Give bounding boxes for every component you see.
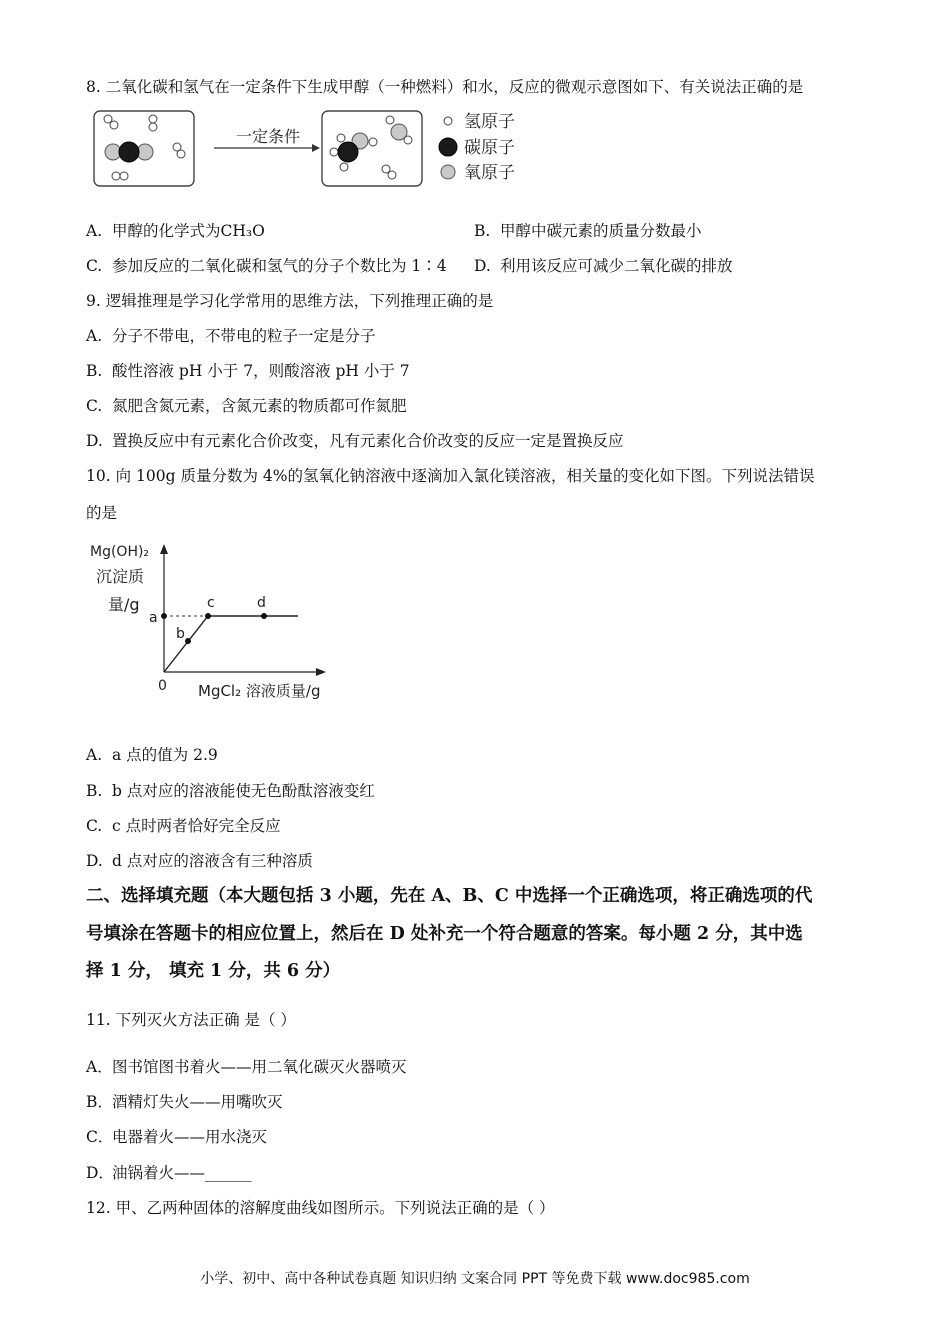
q10-stem-line2: 的是 [86,504,118,522]
legend-oxygen: 氧原子 [464,163,515,183]
y-axis-label-2: 沉淀质 [96,567,145,586]
hydrogen-atom [149,115,157,123]
carbon-atom [119,142,139,162]
section2-heading-line2: 号填涂在答题卡的相应位置上，然后在 D 处补充一个符合题意的答案。每小题 2 分，其中选 [86,924,803,944]
y-axis-arrow [160,544,168,554]
point-a [161,613,167,619]
hydrogen-atom [340,163,348,171]
legend-hydrogen: 氢原子 [464,112,515,132]
q8-stem: 8. 二氧化碳和氢气在一定条件下生成甲醇（一种燃料）和水，反应的微观示意图如下、有关说法正确的是 [86,78,804,96]
hydrogen-atom [330,148,338,156]
y-axis-label-1: Mg(OH)₂ [90,544,150,560]
label-b: b [176,626,185,642]
legend-carbon: 碳原子 [464,138,515,158]
q11-option-a: A．图书馆图书着火——用二氧化碳灭火器喷灭 [86,1058,407,1076]
q10-option-b: B. b 点对应的溶液能使无色酚酞溶液变红 [86,782,375,800]
hydrogen-atom [382,165,390,173]
hydrogen-atom [337,134,345,142]
q10-precipitate-graph [86,540,346,708]
page-footer[interactable]: 小学、初中、高中各种试卷真题 知识归纳 文案合同 PPT 等免费下载 www.doc985.com [200,1271,750,1287]
q10-option-c: C. c 点时两者恰好完全反应 [86,817,281,835]
origin-label: 0 [158,678,167,694]
hydrogen-atom [177,150,185,158]
hydrogen-atom [112,172,120,180]
arrow-label: 一定条件 [236,127,301,146]
x-axis-label: MgCl₂ 溶液质量/g [198,682,321,700]
precipitate-curve [164,616,298,672]
q10-option-d: D. d 点对应的溶液含有三种溶质 [86,852,313,870]
point-d [261,613,267,619]
hydrogen-atom [110,121,118,129]
q9-option-d: D. 置换反应中有元素化合价改变，凡有元素化合价改变的反应一定是置换反应 [86,432,624,450]
q8-reaction-diagram [86,106,536,192]
q8-option-d: D. 利用该反应可减少二氧化碳的排放 [474,257,733,275]
q10-stem-line1: 10. 向 100g 质量分数为 4%的氢氧化钠溶液中逐滴加入氯化镁溶液，相关量的变化如下图。下列说法错误 [86,467,815,485]
q11-option-d: D．油锅着火——______ [86,1164,252,1182]
label-d: d [257,595,266,611]
q10-option-a: A. a 点的值为 2.9 [86,746,218,764]
label-c: c [207,595,215,611]
carbon-atom [338,142,358,162]
legend-oxygen-icon [441,165,455,179]
q11-option-c: C．电器着火——用水浇灭 [86,1128,268,1146]
products-box [322,111,422,186]
point-b [185,638,191,644]
q9-option-a: A. 分子不带电，不带电的粒子一定是分子 [86,327,376,345]
q8-option-b: B. 甲醇中碳元素的质量分数最小 [474,222,702,240]
q8-option-c: C. 参加反应的二氧化碳和氢气的分子个数比为 1∶4 [86,257,447,275]
q11-option-b: B．酒精灯失火——用嘴吹灭 [86,1093,283,1111]
hydrogen-atom [388,171,396,179]
q9-stem: 9. 逻辑推理是学习化学常用的思维方法，下列推理正确的是 [86,292,494,310]
hydrogen-atom [369,138,377,146]
y-axis-label-3: 量/g [108,595,140,614]
section2-heading-line3: 择 1 分， 填充 1 分，共 6 分） [86,961,341,981]
q8-option-a: A. 甲醇的化学式为CH₃O [86,222,265,240]
legend-carbon-icon [439,138,457,156]
hydrogen-atom [404,136,412,144]
hydrogen-atom [149,123,157,131]
point-c [205,613,211,619]
q11-stem: 11. 下列灭火方法正确 是（ ） [86,1011,296,1029]
q12-stem: 12. 甲、乙两种固体的溶解度曲线如图所示。下列说法正确的是（ ） [86,1199,555,1217]
section2-heading-line1: 二、选择填充题（本大题包括 3 小题，先在 A、B、C 中选择一个正确选项，将正确选项的代 [86,886,813,906]
q9-option-c: C. 氮肥含氮元素，含氮元素的物质都可作氮肥 [86,397,407,415]
q9-option-b: B. 酸性溶液 pH 小于 7，则酸溶液 pH 小于 7 [86,362,410,380]
x-axis-arrow [316,668,326,676]
hydrogen-atom [386,116,394,124]
label-a: a [149,610,158,626]
legend-hydrogen-icon [444,117,452,125]
hydrogen-atom [120,172,128,180]
hydrogen-atom [104,115,112,123]
